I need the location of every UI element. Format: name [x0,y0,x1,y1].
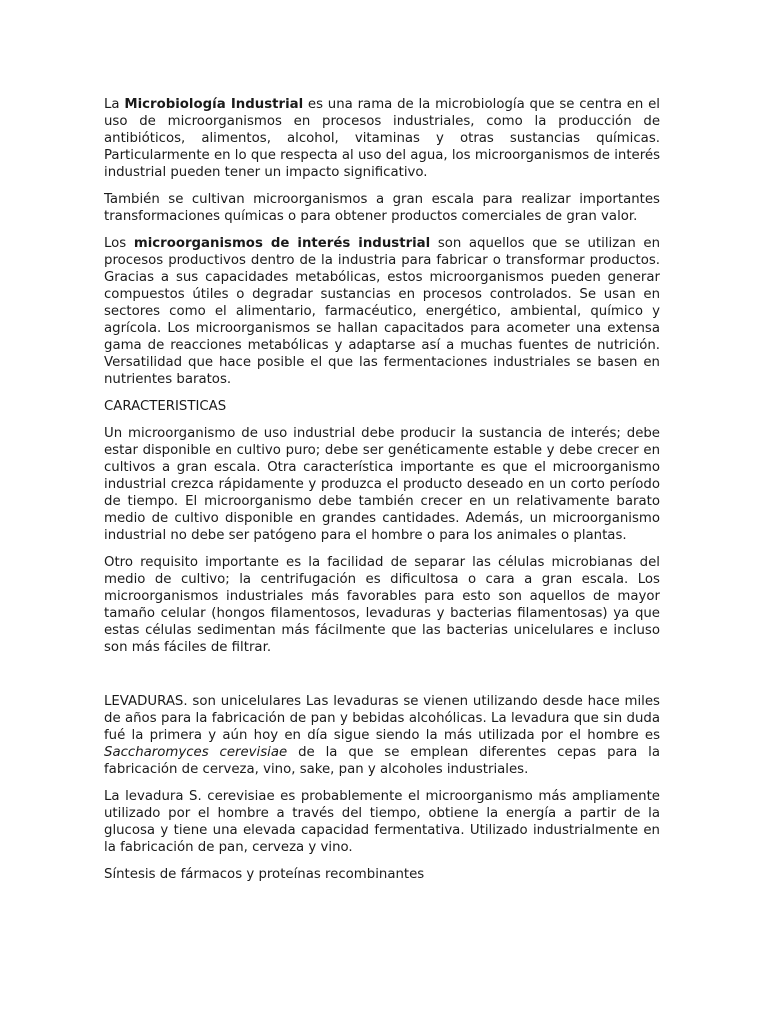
para3-bold-term: microorganismos de interés industrial [133,236,431,251]
intro-lead: La [104,97,125,112]
intro-bold-term: Microbiología Industrial [124,97,304,112]
para6-lead: LEVADURAS. son unicelulares Las levaduras se vienen utilizando desde hace miles de años para la fabricación de pan y bebidas alcohólicas. La levadura que sin duda fué la primera y aún hoy en día sigue siendo la más utilizada por el hombre es [104,694,660,743]
characteristics-paragraph: Un microorganismo de uso industrial debe producir la sustancia de interés; debe estar disponible en cultivo puro; debe ser genéticamente estable y debe crecer en cultivos a gran escala. Otra característica importante es que el microorganismo industrial crezca rápidamente y produzca el producto deseado en un corto período de tiempo. El microorganismo debe también crecer en un relativamente barato medio de cultivo disponible en grandes cantidades. Además, un microorganismo industrial no debe ser patógeno para el hombre o para los animales o plantas. [104,426,660,543]
s-cerevisiae-paragraph: La levadura S. cerevisiae es probablemente el microorganismo más ampliamente utilizado por el hombre a través del tiempo, obtiene la energía a partir de la glucosa y tiene una elevada capacidad fermentativa. Utilizado industrialmente en la fabricación de pan, cerveza y vino. [104,789,660,855]
para3-rest: son aquellos que se utilizan en procesos productivos dentro de la industria para fabricar o transformar productos. Gracias a sus capacidades metabólicas, estos microorganismos pueden generar compuestos útiles o degradar sustancias en procesos controlados. Se usan en sectores como el alimentario, farmacéutico, energético, ambiental, químico y agrícola. Los microorganismos se hallan capacitados para acometer una extensa gama de reacciones metabólicas y adaptarse así a muchas fuentes de nutrición. Versatilidad que hace posible el que las fermentaciones industriales se basen en nutrientes baratos. [104,236,660,387]
para3-lead: Los [104,236,134,251]
blank-line [104,666,660,693]
section-heading-caracteristicas: CARACTERISTICAS [104,399,227,414]
separation-paragraph: Otro requisito importante es la facilidad de separar las células microbianas del medio de cultivo; la centrifugación es dificultosa o cara a gran escala. Los microorganismos industriales más favorables para esto son aquellos de mayor tamaño celular (hongos filamentosos, levaduras y bacterias filamentosas) ya que estas células sedimentan más fácilmente que las bacterias unicelulares e incluso son más fáciles de filtrar. [104,555,660,655]
section-heading-sintesis: Síntesis de fármacos y proteínas recombinantes [104,867,425,882]
para6-rest: de la que se emplean diferentes cepas para la fabricación de cerveza, vino, sake, pan y alcoholes industriales. [104,745,661,777]
species-name: Saccharomyces cerevisiae [104,745,288,760]
large-scale-paragraph: También se cultivan microorganismos a gran escala para realizar importantes transformaciones químicas o para obtener productos comerciales de gran valor. [104,192,660,224]
intro-paragraph [104,96,660,181]
industrial-microorganisms-paragraph [104,235,660,388]
intro-rest: es una rama de la microbiología que se centra en el uso de microorganismos en procesos industriales, como la producción de antibióticos, alimentos, alcohol, vitaminas y otras sustancias químicas. Particularmente en lo que respecta al uso del agua, los microorganismos de interés industrial pueden tener un impacto significativo. [104,97,661,180]
levaduras-paragraph [104,693,660,778]
document-page [104,96,660,893]
